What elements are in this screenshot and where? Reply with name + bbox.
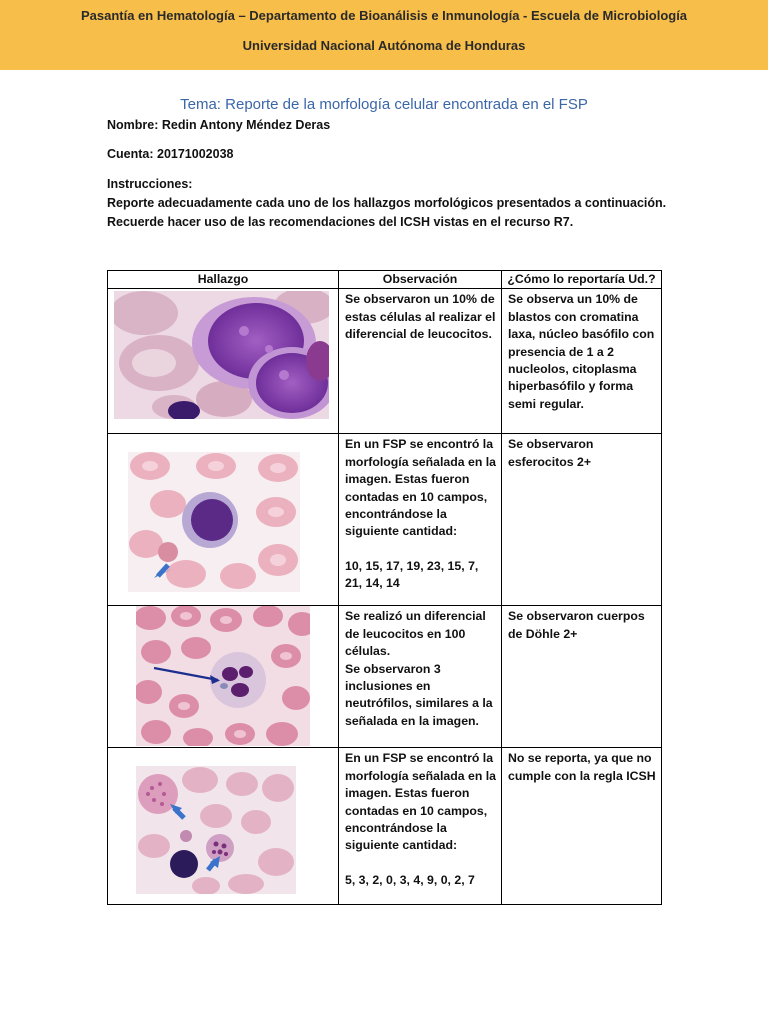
header-reporte: ¿Cómo lo reportaría Ud.? [502, 271, 662, 289]
observation-cell [339, 434, 502, 606]
observation-text: Se realizó un diferencial de leucocitos en 100 células. [345, 609, 486, 659]
instructions-heading: Instrucciones: [107, 177, 193, 191]
instructions-line-1: Reporte adecuadamente cada uno de los hallazgos morfológicos presentados a continuación. [107, 196, 667, 210]
table-row [108, 289, 662, 434]
header-line-1: Pasantía en Hematología – Departamento de Bioanálisis e Inmunología - Escuela de Microbiología [80, 8, 688, 23]
document-header [0, 0, 768, 70]
table-row [108, 748, 662, 905]
platelets-micrograph [136, 766, 296, 894]
report-text: Se observaron esferocitos 2+ [508, 437, 594, 469]
finding-image-cell [108, 748, 339, 905]
report-cell [502, 289, 662, 434]
observation-counts: 5, 3, 2, 0, 3, 4, 9, 0, 2, 7 [345, 872, 475, 887]
finding-image-cell [108, 606, 339, 748]
document-title: Tema: Reporte de la morfología celular encontrada en el FSP [180, 96, 588, 113]
observation-text: En un FSP se encontró la morfología señalada en la imagen. Estas fueron contadas en 10 campos, encontrándose la siguiente cantidad: [345, 751, 497, 853]
table-row [108, 606, 662, 748]
report-text: Se observaron cuerpos de Döhle 2+ [508, 609, 645, 641]
observation-text: En un FSP se encontró la morfología señalada en la imagen. Estas fueron contadas en 10 campos, encontrándose la siguiente cantidad: [345, 437, 497, 539]
table-row [108, 434, 662, 606]
report-cell [502, 606, 662, 748]
spherocytes-micrograph [128, 452, 300, 592]
dohle-bodies-micrograph [136, 606, 310, 746]
observation-cell [339, 748, 502, 905]
findings-table [107, 270, 662, 905]
account-number: Cuenta: 20171002038 [107, 147, 234, 161]
header-hallazgo: Hallazgo [108, 271, 339, 289]
report-cell [502, 434, 662, 606]
observation-counts: 10, 15, 17, 19, 23, 15, 7, 21, 14, 14 [345, 558, 479, 591]
finding-image-cell [108, 434, 339, 606]
observation-text: Se observaron un 10% de estas células al realizar el diferencial de leucocitos. [345, 292, 496, 342]
instructions-line-2: Recuerde hacer uso de las recomendaciones del ICSH vistas en el recurso R7. [107, 215, 574, 229]
blast-cells-micrograph [114, 291, 329, 419]
observation-cell [339, 289, 502, 434]
finding-image-cell [108, 289, 339, 434]
observation-text-2: Se observaron 3 inclusiones en neutrófilos, similares a la señalada en la imagen. [345, 661, 493, 728]
header-line-2: Universidad Nacional Autónoma de Honduras [242, 38, 526, 53]
report-text: Se observa un 10% de blastos con cromatina laxa, núcleo basófilo con presencia de 1 a 2 nucleolos, citoplasma hiperbasófilo y forma semi regular. [508, 292, 655, 411]
instructions [107, 175, 667, 232]
observation-cell [339, 606, 502, 748]
student-name: Nombre: Redin Antony Méndez Deras [107, 118, 331, 132]
table-header-row [108, 271, 662, 289]
report-text: No se reporta, ya que no cumple con la regla ICSH [508, 751, 656, 783]
report-cell [502, 748, 662, 905]
header-observacion: Observación [339, 271, 502, 289]
